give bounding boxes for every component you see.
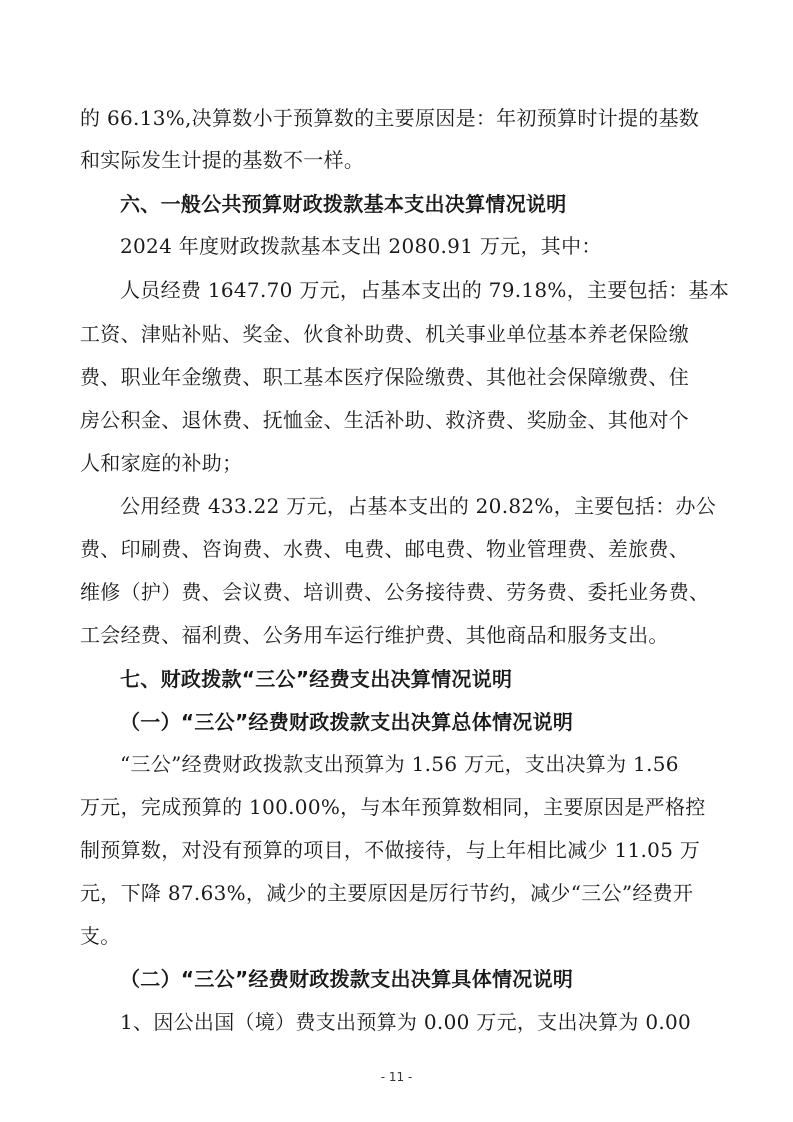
paragraph-line: 和实际发生计提的基数不一样。 — [80, 148, 365, 172]
paragraph-line: 支。 — [80, 924, 121, 948]
paragraph-line: 房公积金、退休费、抚恤金、生活补助、救济费、奖励金、其他对个 — [80, 408, 689, 432]
paragraph-line: 维修（护）费、会议费、培训费、公务接待费、劳务费、委托业务费、 — [80, 580, 710, 604]
paragraph-line: 人和家庭的补助； — [80, 451, 243, 475]
page-number: - 11 - — [380, 1070, 413, 1084]
paragraph-line: 万元，完成预算的 100.00%，与本年预算数相同，主要原因是严格控 — [80, 795, 706, 819]
paragraph-line: 1、因公出国（境）费支出预算为 0.00 万元，支出决算为 0.00 — [120, 1010, 692, 1034]
paragraph-line: 2024 年度财政拨款基本支出 2080.91 万元，其中： — [120, 234, 602, 258]
paragraph-line: 制预算数，对没有预算的项目，不做接待，与上年相比减少 11.05 万 — [80, 838, 701, 862]
section-heading-7: 七、财政拨款“三公”经费支出决算情况说明 — [120, 667, 513, 691]
paragraph-line: “三公”经费财政拨款支出预算为 1.56 万元，支出决算为 1.56 — [120, 752, 679, 776]
paragraph-line: 费、印刷费、咨询费、水费、电费、邮电费、物业管理费、差旅费、 — [80, 537, 689, 561]
paragraph-line: 费、职业年金缴费、职工基本医疗保险缴费、其他社会保障缴费、住 — [80, 365, 689, 389]
paragraph-line: 工会经费、福利费、公务用车运行维护费、其他商品和服务支出。 — [80, 623, 669, 647]
paragraph-line: 工资、津贴补贴、奖金、伙食补助费、机关事业单位基本养老保险缴 — [80, 322, 689, 346]
subsection-heading-1: （一）“三公”经费财政拨款支出决算总体情况说明 — [120, 710, 574, 734]
paragraph-line: 元，下降 87.63%，减少的主要原因是厉行节约，减少“三公”经费开 — [80, 881, 694, 905]
paragraph-line: 人员经费 1647.70 万元，占基本支出的 79.18%，主要包括：基本 — [120, 278, 730, 302]
section-heading-6: 六、一般公共预算财政拨款基本支出决算情况说明 — [120, 192, 567, 216]
paragraph-line: 公用经费 433.22 万元，占基本支出的 20.82%，主要包括：办公 — [120, 494, 717, 518]
subsection-heading-2: （二）“三公”经费财政拨款支出决算具体情况说明 — [120, 967, 574, 991]
paragraph-line: 的 66.13%,决算数小于预算数的主要原因是：年初预算时计提的基数 — [80, 106, 700, 130]
